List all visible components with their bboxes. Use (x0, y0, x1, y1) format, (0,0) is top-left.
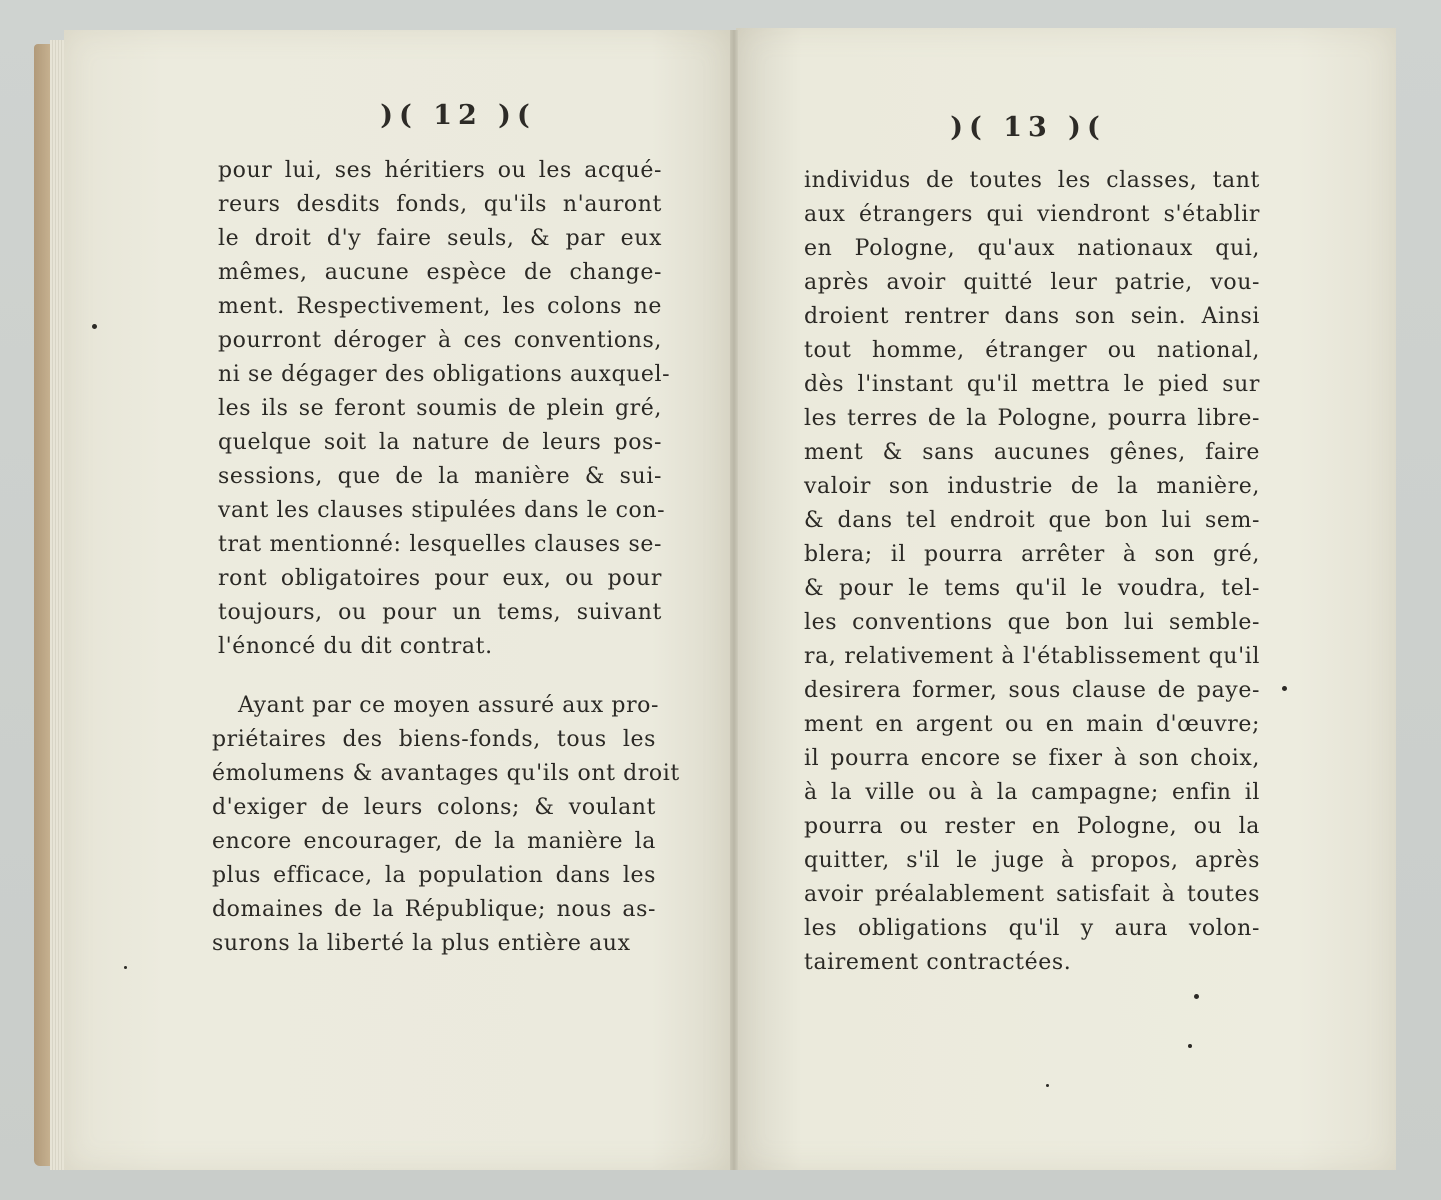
text-line: tout homme, étranger ou national, (804, 338, 1260, 363)
text-line: desirera former, sous clause de paye- (804, 678, 1260, 703)
text-line: ment en argent ou en main d'œuvre; (804, 712, 1260, 737)
left-page-number: )( 12 )( (380, 100, 536, 131)
text-line: à la ville ou à la campagne; enfin il (804, 780, 1260, 805)
text-line: Ayant par ce moyen assuré aux pro- (238, 693, 660, 718)
text-line: sessions, que de la manière & sui- (218, 464, 662, 489)
left-paragraph-1 (218, 154, 671, 664)
text-line: vant les clauses stipulées dans le con- (218, 498, 666, 523)
right-paragraph-1 (804, 164, 1260, 980)
text-line: avoir préalablement satisfait à toutes (804, 882, 1260, 907)
text-line: après avoir quitté leur patrie, vou- (804, 270, 1260, 295)
text-line: surons la liberté la plus entière aux (212, 931, 631, 956)
text-line: droient rentrer dans son sein. Ainsi (804, 304, 1260, 329)
text-line: en Pologne, qu'aux nationaux qui, (804, 236, 1260, 261)
ink-speck (92, 324, 97, 329)
text-line: les ils se feront soumis de plein gré, (218, 396, 662, 421)
text-line: pourra ou rester en Pologne, ou la (804, 814, 1260, 839)
text-line: tairement contractées. (804, 950, 1072, 975)
ink-speck (124, 966, 127, 969)
text-line: ra, relativement à l'établissement qu'il (804, 644, 1260, 669)
text-line: ront obligatoires pour eux, ou pour (218, 566, 662, 591)
text-line: les obligations qu'il y aura volon- (804, 916, 1260, 941)
text-line: priétaires des biens-fonds, tous les (212, 727, 656, 752)
text-line: ment & sans aucunes gênes, faire (804, 440, 1260, 465)
text-line: & dans tel endroit que bon lui sem- (804, 508, 1260, 533)
text-line: quitter, s'il le juge à propos, après (804, 848, 1260, 873)
text-line: & pour le tems qu'il le voudra, tel- (804, 576, 1260, 601)
text-line: plus efficace, la population dans les (212, 863, 656, 888)
text-line: blera; il pourra arrêter à son gré, (804, 542, 1260, 567)
text-line: aux étrangers qui viendront s'établir (804, 202, 1260, 227)
text-line: émolumens & avantages qu'ils ont droit (212, 761, 680, 786)
ink-speck (1046, 1084, 1049, 1087)
book-gutter (730, 30, 738, 1170)
text-line: d'exiger de leurs colons; & voulant (212, 795, 656, 820)
text-line: l'énoncé du dit contrat. (218, 634, 493, 659)
text-line: les conventions que bon lui semble- (804, 610, 1260, 635)
text-line: individus de toutes les classes, tant (804, 168, 1260, 193)
text-line: valoir son industrie de la manière, (804, 474, 1260, 499)
text-line: quelque soit la nature de leurs pos- (218, 430, 662, 455)
text-line: trat mentionné: lesquelles clauses se- (218, 532, 662, 557)
text-line: il pourra encore se fixer à son choix, (804, 746, 1260, 771)
text-line: toujours, ou pour un tems, suivant (218, 600, 662, 625)
text-line: ment. Respectivement, les colons ne (218, 294, 662, 319)
text-line: domaines de la République; nous as- (212, 897, 656, 922)
text-line: encore encourager, de la manière la (212, 829, 656, 854)
text-line: ni se dégager des obligations auxquel- (218, 362, 671, 387)
ink-speck (1194, 994, 1199, 999)
text-line: pour lui, ses héritiers ou les acqué- (218, 158, 662, 183)
text-line: mêmes, aucune espèce de change- (218, 260, 662, 285)
right-page-number: )( 13 )( (950, 112, 1106, 143)
text-line: les terres de la Pologne, pourra libre- (804, 406, 1260, 431)
ink-speck (1188, 1044, 1192, 1048)
left-paragraph-2 (212, 689, 680, 961)
text-line: le droit d'y faire seuls, & par eux (218, 226, 662, 251)
text-line: reurs desdits fonds, qu'ils n'auront (218, 192, 662, 217)
text-line: pourront déroger à ces conventions, (218, 328, 662, 353)
ink-speck (1282, 686, 1287, 691)
text-line: dès l'instant qu'il mettra le pied sur (804, 372, 1260, 397)
